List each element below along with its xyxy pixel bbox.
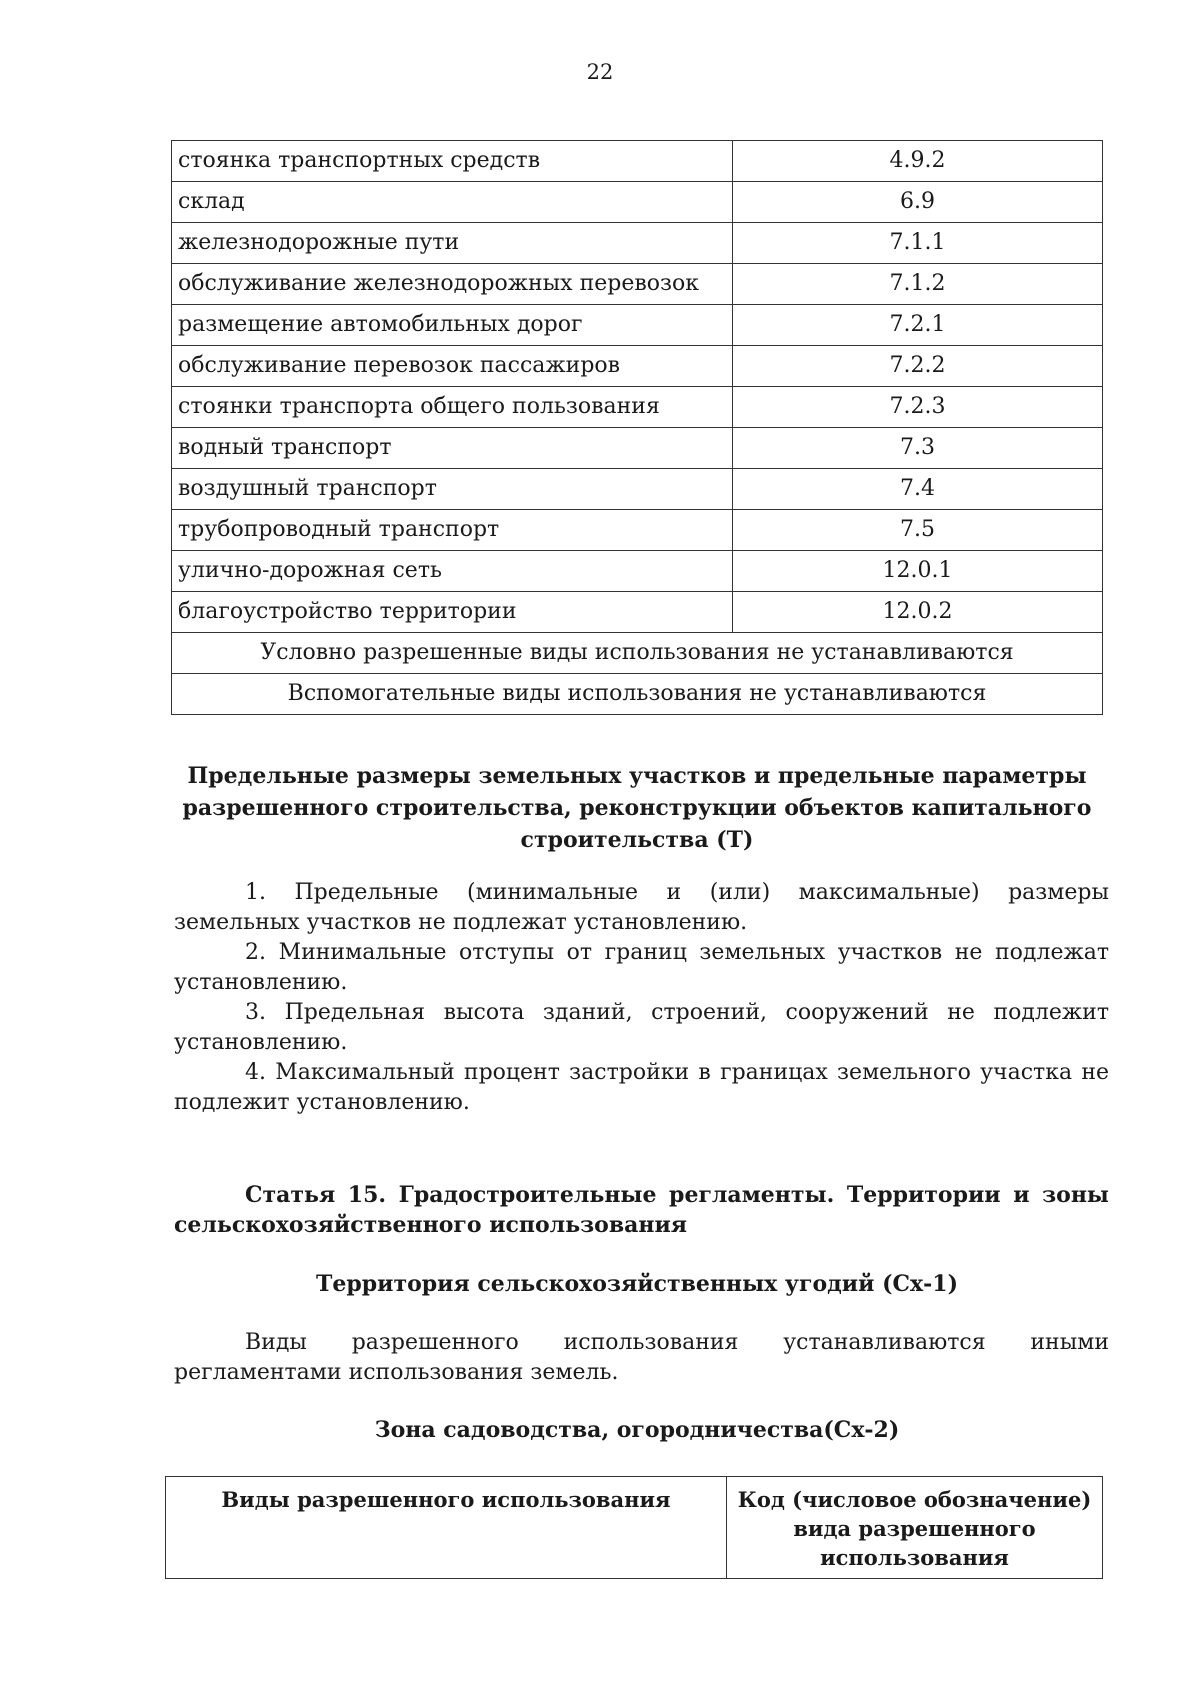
column-header-code (727, 1477, 1103, 1579)
use-name: благоустройство территории (172, 592, 733, 633)
use-code: 7.2.2 (733, 346, 1103, 387)
limits-item: 1. Предельные (минимальные и (или) максимальные) размеры земельных участков не подлежат установлению. (174, 880, 1109, 935)
use-name: воздушный транспорт (172, 469, 733, 510)
auxiliary-uses-note: Вспомогательные виды использования не устанавливаются (172, 674, 1103, 715)
use-code: 4.9.2 (733, 141, 1103, 182)
column-header-code-line: использования (820, 1545, 1009, 1570)
table-row (172, 428, 1103, 469)
use-name: трубопроводный транспорт (172, 510, 733, 551)
zone-cx2-heading: Зона садоводства, огородничества(Сх-2) (374, 1417, 900, 1443)
table-row (172, 469, 1103, 510)
use-code: 6.9 (733, 182, 1103, 223)
table-row (172, 510, 1103, 551)
use-code: 7.2.1 (733, 305, 1103, 346)
limits-heading-line: Предельные размеры земельных участков и предельные параметры (187, 763, 1087, 789)
limits-item: 3. Предельная высота зданий, строений, сооружений не подлежит установлению. (174, 1000, 1109, 1055)
limits-heading-line: строительства (Т) (520, 827, 754, 853)
limits-heading-line: разрешенного строительства, реконструкции объектов капитального (182, 795, 1092, 821)
use-name: обслуживание железнодорожных перевозок (172, 264, 733, 305)
table-row (172, 346, 1103, 387)
use-name: стоянки транспорта общего пользования (172, 387, 733, 428)
page-number: 22 (586, 60, 614, 84)
use-code: 7.1.1 (733, 223, 1103, 264)
table-row (172, 387, 1103, 428)
table-header-row (166, 1477, 1103, 1579)
permitted-use-table (171, 140, 1103, 715)
limits-list (174, 878, 1109, 1118)
column-header-code-line: Код (числовое обозначение) (737, 1487, 1092, 1512)
use-name: водный транспорт (172, 428, 733, 469)
article-15-title: Статья 15. Градостроительные регламенты. Территории и зоны сельскохозяйственного использования (174, 1182, 1109, 1238)
use-code: 12.0.2 (733, 592, 1103, 633)
limits-heading (171, 760, 1103, 856)
table-row (172, 551, 1103, 592)
zone-cx2-table (165, 1476, 1103, 1579)
use-code: 7.2.3 (733, 387, 1103, 428)
use-code: 12.0.1 (733, 551, 1103, 592)
use-name: стоянка транспортных средств (172, 141, 733, 182)
use-name: размещение автомобильных дорог (172, 305, 733, 346)
use-code: 7.3 (733, 428, 1103, 469)
table-row (172, 305, 1103, 346)
column-header-uses: Виды разрешенного использования (166, 1477, 727, 1579)
table-row (172, 592, 1103, 633)
table-row (172, 264, 1103, 305)
use-name: железнодорожные пути (172, 223, 733, 264)
territory-cx1-heading: Территория сельскохозяйственных угодий (Сх-1) (316, 1271, 958, 1297)
table-row (172, 633, 1103, 674)
use-name: обслуживание перевозок пассажиров (172, 346, 733, 387)
table-row (172, 182, 1103, 223)
limits-item: 2. Минимальные отступы от границ земельных участков не подлежат установлению. (174, 940, 1109, 995)
table-row (172, 141, 1103, 182)
table-row (172, 223, 1103, 264)
table-row (172, 674, 1103, 715)
territory-cx1-text: Виды разрешенного использования устанавливаются иными регламентами использования земель. (174, 1330, 1109, 1385)
use-code: 7.4 (733, 469, 1103, 510)
use-code: 7.1.2 (733, 264, 1103, 305)
use-name: улично-дорожная сеть (172, 551, 733, 592)
use-name: склад (172, 182, 733, 223)
conditional-uses-note: Условно разрешенные виды использования не устанавливаются (172, 633, 1103, 674)
limits-item: 4. Максимальный процент застройки в границах земельного участка не подлежит установлению. (174, 1060, 1109, 1115)
use-code: 7.5 (733, 510, 1103, 551)
column-header-code-line: вида разрешенного (793, 1516, 1036, 1541)
